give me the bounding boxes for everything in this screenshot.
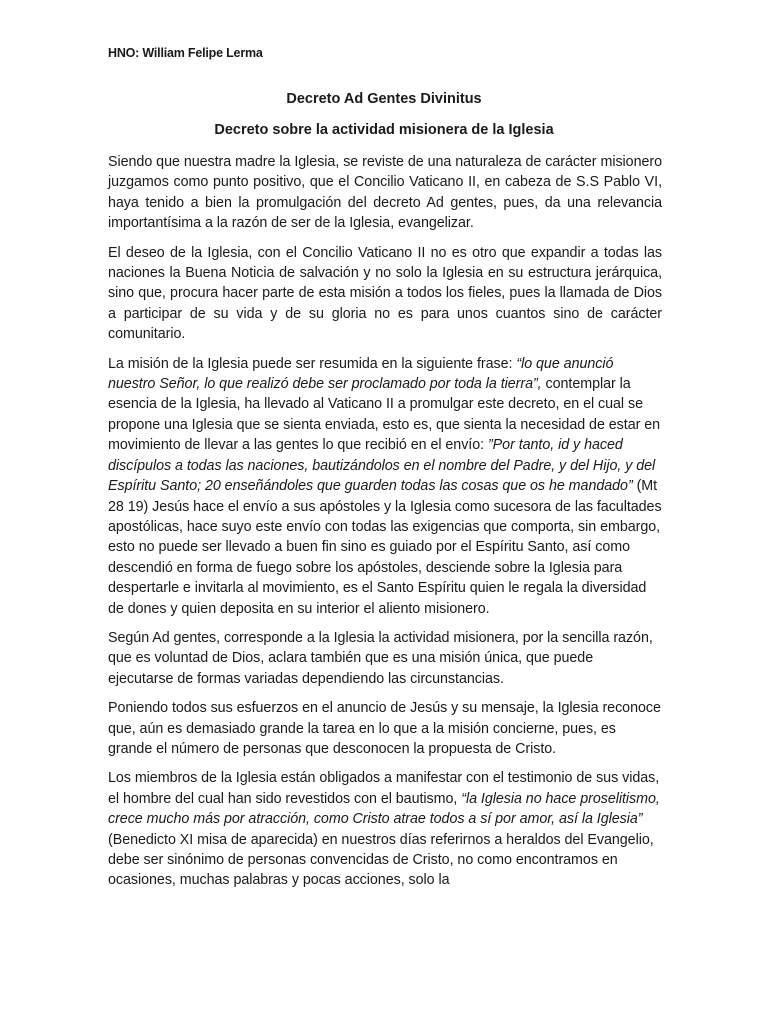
paragraph-2: El deseo de la Iglesia, con el Concilio Vaticano II no es otro que expandir a todas las naciones la Buena Noticia de salvación y no solo la Iglesia en su estructura jerárquica, sino que, procura hacer parte de esta misión a todos los fieles, pues la llamada de Dios a participar de su vida y de su gloria no es para unos cuantos sino de carácter comunitario.	[108, 244, 662, 343]
paragraph-3-text-1: La misión de la Iglesia puede ser resumida en la siguiente frase:	[108, 355, 517, 372]
document-subtitle: Decreto sobre la actividad misionera de la Iglesia	[214, 122, 554, 138]
paragraph-1: Siendo que nuestra madre la Iglesia, se reviste de una naturaleza de carácter misionero juzgamos como punto positivo, que el Concilio Vaticano II, en cabeza de S.S Pablo VI, haya tenido a bien la promulgación del decreto Ad gentes, pues, da una relevancia importantísima a la razón de ser de la Iglesia, evangelizar.	[108, 154, 662, 232]
paragraph-3-quote-2: ”Por tanto, id y haced discípulos a todas las naciones, bautizándolos en el nombre del Padre, y del Hijo, y del Espíritu Santo; 20 enseñándoles que guarden todas las cosas que os he mandado”	[108, 437, 656, 495]
paragraph-5: Poniendo todos sus esfuerzos en el anuncio de Jesús y su mensaje, la Iglesia reconoce que, aún es demasiado grande la tarea en lo que a la misión concierne, pues, es grande el número de personas que desconocen la propuesta de Cristo.	[108, 700, 661, 757]
paragraph-3-text-3: (Mt 28 19) Jesús hace el envío a sus apóstoles y la Iglesia como sucesora de las facultades apostólicas, hace suyo este envío con todas las exigencias que comporta, sin embargo, esto no puede ser llevado a buen fin sino es guiado por el Espíritu Santo, así como descendió en forma de fuego sobre los apóstoles, desciende sobre la Iglesia para despertarle e invitarla al movimiento, es el Santo Espíritu quien le regala la diversidad de dones y quien deposita en su interior el aliento misionero.	[108, 478, 662, 617]
paragraph-4: Según Ad gentes, corresponde a la Iglesia la actividad misionera, por la sencilla razón, que es voluntad de Dios, aclara también que es una misión única, que puede ejecutarse de formas variadas dependiendo las circunstancias.	[108, 629, 653, 687]
paragraph-3	[108, 354, 662, 619]
paragraph-3-quote-1: “lo que anunció nuestro Señor, lo que realizó debe ser proclamado por toda la tierra”,	[108, 355, 614, 393]
paragraph-6	[108, 768, 662, 890]
paragraph-6-quote-1: “la Iglesia no hace proselitismo, crece mucho más por atracción, como Cristo atrae todos a sí por amor, así la Iglesia”	[108, 790, 660, 828]
paragraph-6-text-1: Los miembros de la Iglesia están obligados a manifestar con el testimonio de sus vidas, el hombre del cual han sido revestidos con el bautismo,	[108, 770, 660, 807]
paragraph-3-text-2: contemplar la esencia de la Iglesia, ha llevado al Vaticano II a promulgar este decreto, en el cual se propone una Iglesia que se sienta enviada, esto es, que sienta la necesidad de estar en movimiento de llevar a las gentes lo que recibió en el envío:	[108, 376, 661, 454]
document-body	[108, 152, 662, 900]
author-header: HNO: William Felipe Lerma	[108, 46, 263, 60]
paragraph-6-text-2: (Benedicto XI misa de aparecida) en nuestros días referirnos a heraldos del Evangelio, debe ser sinónimo de personas convencidas de Cristo, no como encontramos en ocasiones, muchas palabras y pocas acciones, solo la	[108, 831, 654, 889]
document-title: Decreto Ad Gentes Divinitus	[286, 91, 482, 107]
